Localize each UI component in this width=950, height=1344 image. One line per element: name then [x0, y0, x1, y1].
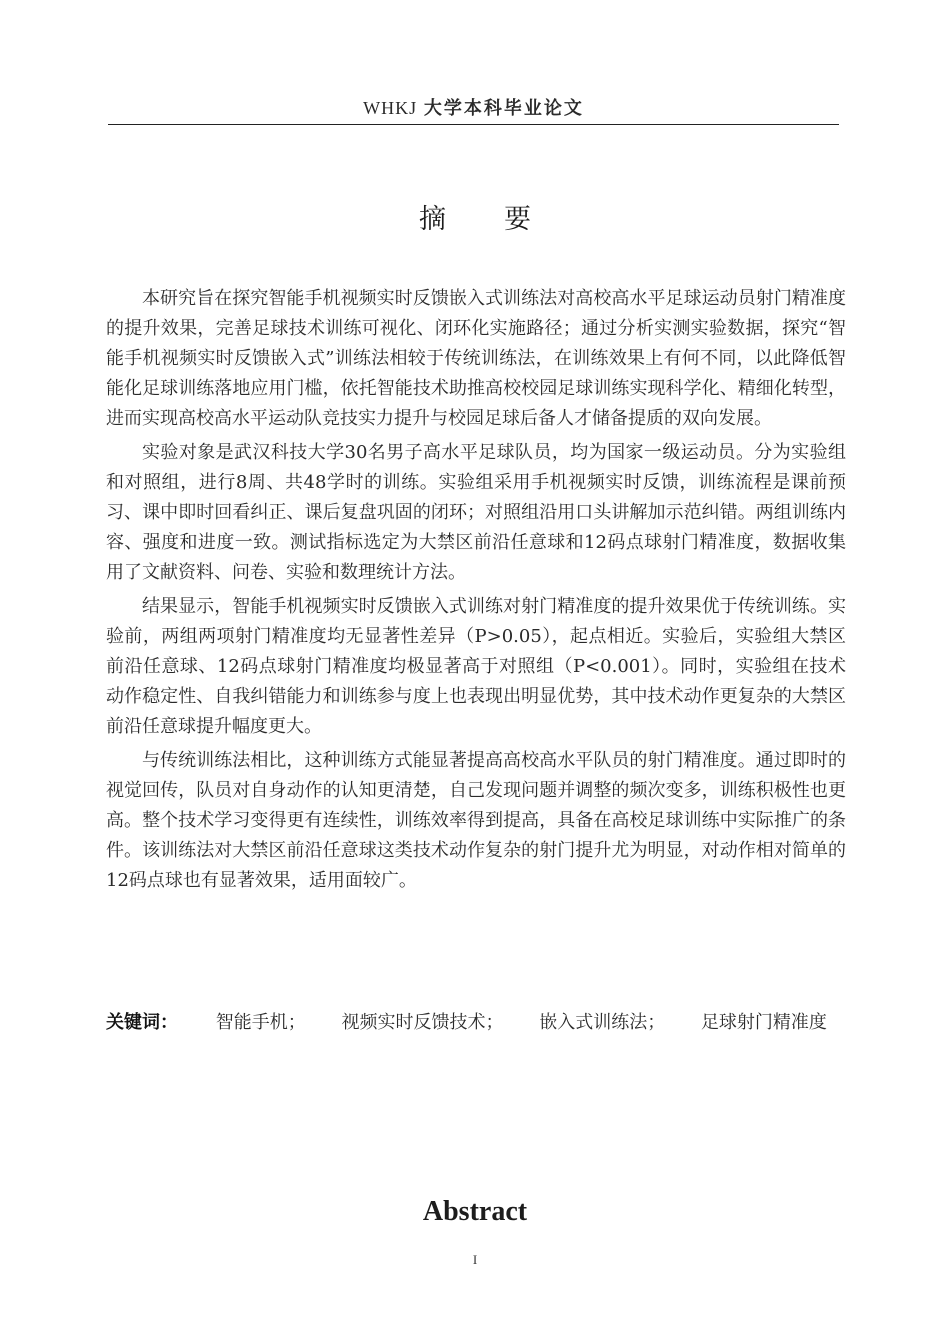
keyword-item: 视频实时反馈技术； — [341, 1012, 504, 1033]
abstract-paragraph-4: 与传统训练法相比，这种训练方式能显著提高高校高水平队员的射门精准度。通过即时的视觉回传，队员对自身动作的认知更清楚，自己发现问题并调整的频次变多，训练积极性也更高。整个技术学习变得更有连续性，训练效率得到提高，具备在高校足球训练中实际推广的条件。该训练法对大禁区前沿任意球这类技术动作复杂的射门提升尤为明显，对动作相对简单的12码点球也有显著效果，适用面较广。 — [106, 750, 846, 891]
page-number: I — [472, 1252, 478, 1267]
keyword-item: 智能手机； — [215, 1012, 306, 1033]
keyword-item: 足球射门精准度 — [700, 1012, 827, 1033]
abstract-paragraph-1: 本研究旨在探究智能手机视频实时反馈嵌入式训练法对高校高水平足球运动员射门精准度的提升效果，完善足球技术训练可视化、闭环化实施路径；通过分析实测实验数据，探究“智能手机视频实时反馈嵌入式”训练法相较于传统训练法，在训练效果上有何不同，以此降低智能化足球训练落地应用门槛，依托智能技术助推高校校园足球训练实现科学化、精细化转型，进而实现高校高水平运动队竞技实力提升与校园足球后备人才储备提质的双向发展。 — [106, 288, 846, 429]
keyword-item: 嵌入式训练法； — [539, 1012, 666, 1033]
page-header — [108, 95, 839, 121]
abstract-title — [0, 200, 950, 240]
abstract-title-char-1: 摘 — [419, 204, 446, 235]
abstract-body — [106, 284, 846, 900]
abstract-en-title: Abstract — [422, 1196, 528, 1227]
abstract-paragraph-3: 结果显示，智能手机视频实时反馈嵌入式训练对射门精准度的提升效果优于传统训练。实验前，两组两项射门精准度均无显著性差异（P>0.05），起点相近。实验后，实验组大禁区前沿任意球、12码点球射门精准度均极显著高于对照组（P<0.001）。同时，实验组在技术动作稳定性、自我纠错能力和训练参与度上也表现出明显优势，其中技术动作更复杂的大禁区前沿任意球提升幅度更大。 — [106, 596, 846, 737]
header-school-code: WHKJ — [363, 98, 418, 118]
keywords-label: 关键词： — [106, 1012, 178, 1033]
header-title: 大学本科毕业论文 — [423, 98, 584, 119]
keywords-line — [106, 1009, 846, 1037]
abstract-title-char-2: 要 — [504, 204, 531, 235]
abstract-paragraph-2: 实验对象是武汉科技大学30名男子高水平足球队员，均为国家一级运动员。分为实验组和对照组，进行8周、共48学时的训练。实验组采用手机视频实时反馈，训练流程是课前预习、课中即时回看纠正、课后复盘巩固的闭环；对照组沿用口头讲解加示范纠错。两组训练内容、强度和进度一致。测试指标选定为大禁区前沿任意球和12码点球射门精准度，数据收集用了文献资料、问卷、实验和数理统计方法。 — [106, 442, 846, 583]
header-divider — [108, 124, 839, 125]
